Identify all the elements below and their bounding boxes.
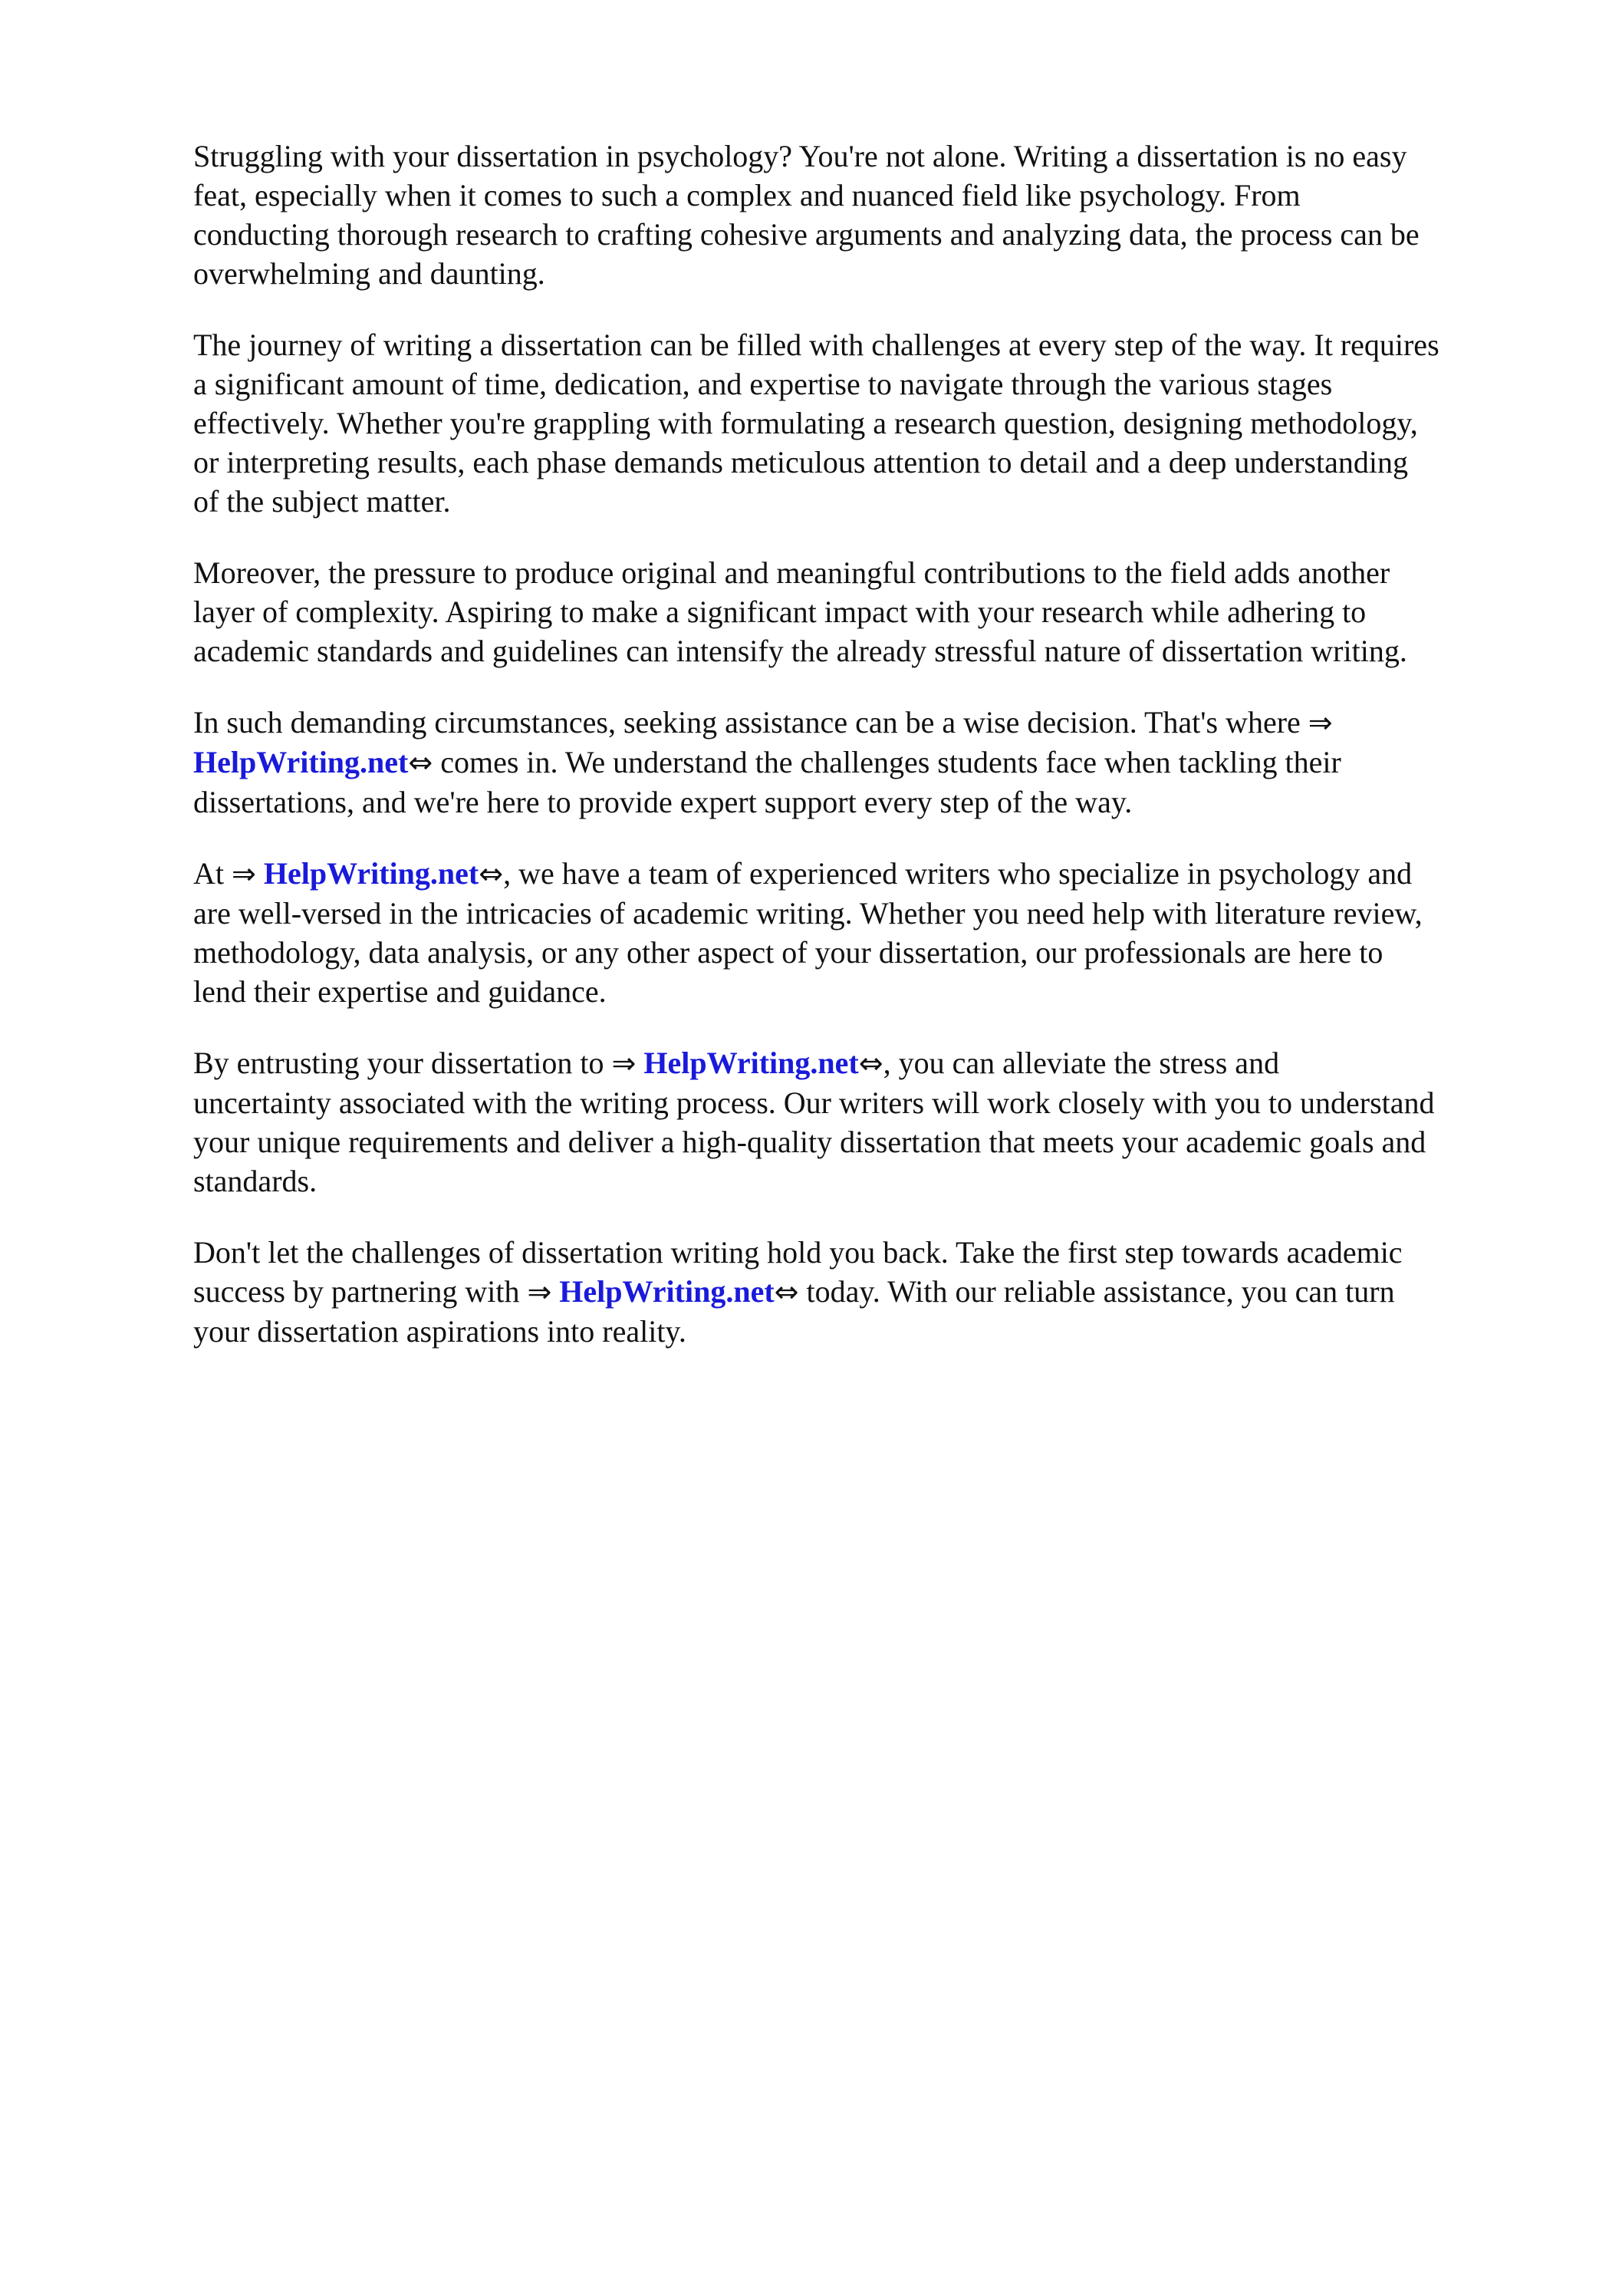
arrow-right-icon: ⇒ <box>611 1046 637 1080</box>
helpwriting-link[interactable]: HelpWriting.net <box>193 745 409 779</box>
text-after: today. With our reliable assistance, you can turn your dissertation aspirations into reality. <box>193 1274 1395 1349</box>
document-page <box>193 137 1543 1383</box>
text-after: , we have a team of experienced writers who specialize in psychology and are well-versed in the intricacies of academic writing. Whether you need help with literature review, methodology, data analysis, or any other aspect of your dissertation, our professionals are here to lend their expertise and guidance. <box>193 856 1423 1009</box>
helpwriting-link[interactable]: HelpWriting.net <box>559 1274 775 1309</box>
helpwriting-link[interactable]: HelpWriting.net <box>263 856 479 891</box>
paragraph-journey: The journey of writing a dissertation can be filled with challenges at every step of the way. It requires a significant amount of time, dedication, and expertise to navigate through the various stages effectively. Whether you're grappling with formulating a research question, designing methodology, or interpreting results, each phase demands meticulous attention to detail and a deep understanding of the subject matter. <box>193 328 1439 519</box>
text-after: , you can alleviate the stress and uncertainty associated with the writing process. Our writers will work closely with you to understand your unique requirements and deliver a high-quality dissertation that meets your academic goals and standards. <box>193 1046 1435 1198</box>
text-after: comes in. We understand the challenges students face when tackling their dissertations, and we're here to provide expert support every step of the way. <box>193 745 1341 819</box>
arrow-right-icon: ⇒ <box>1308 706 1333 740</box>
text-before: At <box>193 856 232 891</box>
arrow-right-icon: ⇒ <box>232 857 256 891</box>
arrow-both-icon: ⇔ <box>408 746 433 779</box>
arrow-both-icon: ⇔ <box>774 1275 799 1309</box>
paragraph-intro: Struggling with your dissertation in psychology? You're not alone. Writing a dissertation is no easy feat, especially when it comes to such a complex and nuanced field like psychology. From conducting thorough research to crafting cohesive arguments and analyzing data, the process can be overwhelming and daunting. <box>193 139 1420 291</box>
arrow-right-icon: ⇒ <box>527 1275 552 1309</box>
text-before: By entrusting your dissertation to <box>193 1046 612 1080</box>
text-before: In such demanding circumstances, seeking assistance can be a wise decision. That's where <box>193 705 1308 740</box>
text-before: Don't let the challenges of dissertation writing hold you back. Take the first step towards academic success by partnering with <box>193 1235 1403 1309</box>
arrow-both-icon: ⇔ <box>479 857 504 891</box>
paragraph-assistance <box>193 703 1543 822</box>
paragraph-closing <box>193 1233 1543 1351</box>
paragraph-pressure: Moreover, the pressure to produce original and meaningful contributions to the field adds another layer of complexity. Aspiring to make a significant impact with your research while adhering to academic standards and guidelines can intensify the already stressful nature of dissertation writing. <box>193 555 1407 668</box>
helpwriting-link[interactable]: HelpWriting.net <box>643 1046 859 1080</box>
paragraph-entrusting <box>193 1043 1543 1201</box>
paragraph-team <box>193 854 1543 1011</box>
arrow-both-icon: ⇔ <box>858 1046 883 1080</box>
